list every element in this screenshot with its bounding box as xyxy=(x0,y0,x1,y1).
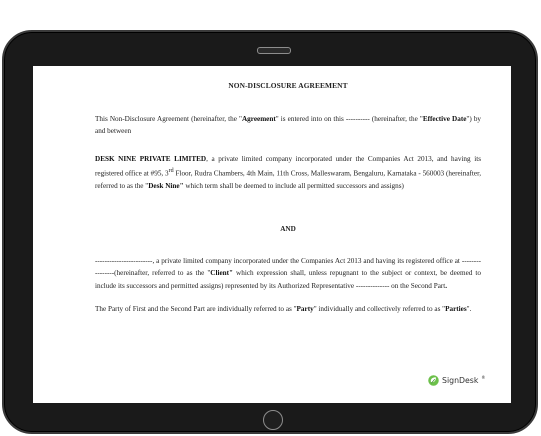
speaker-slot xyxy=(257,47,291,54)
document-title: NON-DISCLOSURE AGREEMENT xyxy=(228,81,348,90)
term-client: Client" xyxy=(210,269,234,278)
party-name-desk-nine: DESK NINE PRIVATE LIMITED xyxy=(95,154,207,163)
and-separator: AND xyxy=(280,224,296,233)
signdesk-leaf-icon xyxy=(428,375,439,386)
tablet-screen xyxy=(33,66,511,403)
home-button[interactable] xyxy=(263,410,283,430)
paragraph-parties: The Party of First and the Second Part are individually referred to as "Party" individually and collectively referred to as "Parties". xyxy=(95,305,472,314)
registered-mark: ® xyxy=(481,375,486,380)
signdesk-logo xyxy=(428,375,485,386)
term-agreement: Agreement xyxy=(241,114,276,123)
term-parties: Parties xyxy=(445,305,467,314)
term-desk-nine: Desk Nine" xyxy=(148,182,184,191)
document-page xyxy=(33,66,511,403)
term-effective-date: Effective Date xyxy=(422,114,467,123)
paragraph-second-party: ------------------------, a private limited company incorporated under the Companies Act 2013 and having its registered office at ----------------(hereinafter, referred to as the "Client" which expression shall, unless repugnant to the subject or context, be deemed to include its successors and permitted assigns) represented by its Authorized Representative -------------- on the Second Part. xyxy=(95,256,481,290)
paragraph-first-party: DESK NINE PRIVATE LIMITED, a private limited company incorporated under the Companies Act 2013, and having its registered office at #95, 3rd Floor, Rudra Chambers, 4th Main, 11th Cross, Malleswaram, Bengaluru, Karnataka - 560003 (hereinafter, referred to as the "Desk Nine" which term shall be deemed to include all permitted successors and assigns) xyxy=(95,154,481,191)
brand-name: SignDesk xyxy=(442,376,479,385)
paragraph-intro: This Non-Disclosure Agreement (hereinafter, the "Agreement" is entered into on this ---------- (hereinafter, the "Effective Date") by and between xyxy=(95,114,482,136)
term-party: Party xyxy=(296,305,314,314)
